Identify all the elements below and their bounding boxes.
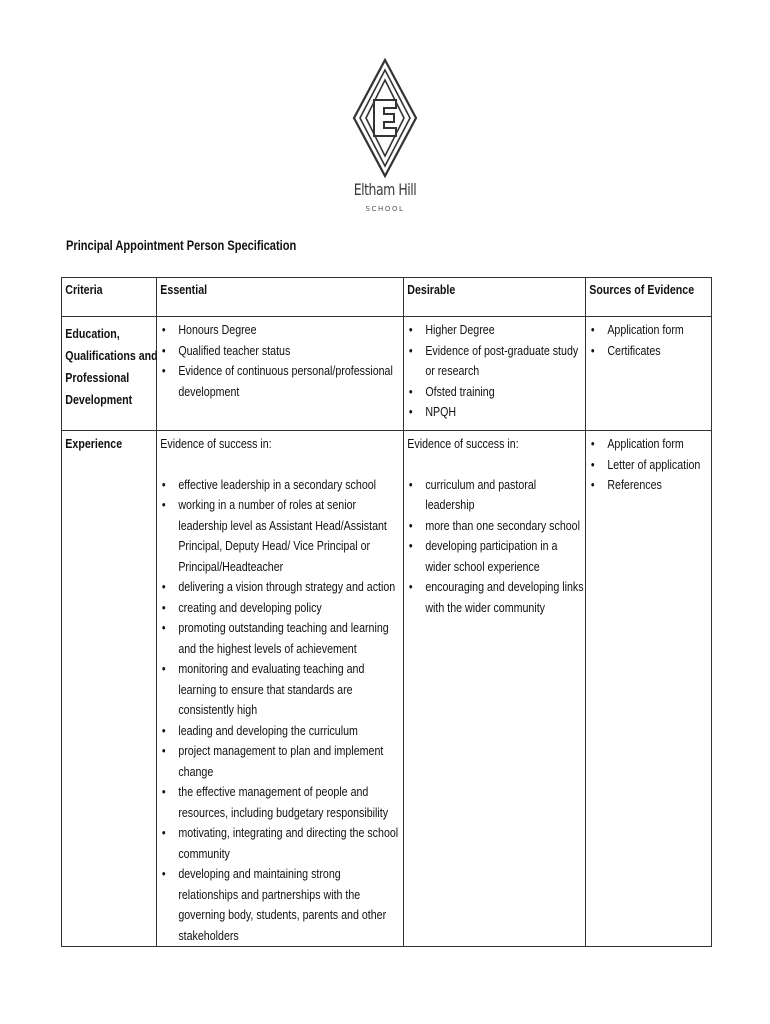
table-row <box>62 317 712 431</box>
header-desirable: Desirable <box>404 278 586 317</box>
list-item: • NPQH <box>407 402 585 423</box>
diamond-emblem-icon <box>352 58 418 178</box>
list-item: • motivating, integrating and directing the school community <box>160 823 402 864</box>
evidence-cell <box>586 431 712 947</box>
desirable-intro: Evidence of success in: <box>407 436 519 451</box>
essential-intro: Evidence of success in: <box>160 436 272 451</box>
list-item: • creating and developing policy <box>160 598 402 619</box>
list-item: • monitoring and evaluating teaching and learning to ensure that standards are consistently high <box>160 659 402 721</box>
list-item: • Letter of application <box>589 455 712 476</box>
criteria-cell: Experience <box>62 431 157 947</box>
list-item: • Evidence of post-graduate study or research <box>407 341 585 382</box>
list-item: • developing participation in a wider school experience <box>407 536 585 577</box>
desirable-cell <box>404 431 586 947</box>
table-header-row <box>62 278 712 317</box>
school-subtitle: SCHOOL <box>365 205 405 213</box>
list-item: • Evidence of continuous personal/professional development <box>160 361 402 402</box>
list-item: • curriculum and pastoral leadership <box>407 475 585 516</box>
list-item: • Higher Degree <box>407 320 585 341</box>
table-row <box>62 431 712 947</box>
header-criteria: Criteria <box>62 278 157 317</box>
list-item: • promoting outstanding teaching and learning and the highest levels of achievement <box>160 618 402 659</box>
list-item: • leading and developing the curriculum <box>160 721 402 742</box>
page-title: Principal Appointment Person Specification <box>66 238 297 253</box>
list-item: • project management to plan and implement change <box>160 741 402 782</box>
list-item: • Ofsted training <box>407 382 585 403</box>
list-item: • encouraging and developing links with the wider community <box>407 577 585 618</box>
list-item: • working in a number of roles at senior leadership level as Assistant Head/Assistant Principal, Deputy Head/ Vice Principal or Principal/Headteacher <box>160 495 402 577</box>
essential-cell <box>157 431 404 947</box>
list-item: • Honours Degree <box>160 320 402 341</box>
list-item: • Qualified teacher status <box>160 341 402 362</box>
list-item: • more than one secondary school <box>407 516 585 537</box>
list-item: • Application form <box>589 320 712 341</box>
school-logo <box>352 58 418 220</box>
desirable-cell <box>404 317 586 431</box>
evidence-cell <box>586 317 712 431</box>
list-item: • Application form <box>589 434 712 455</box>
list-item: • References <box>589 475 712 496</box>
list-item: • Certificates <box>589 341 712 362</box>
specification-table <box>61 277 712 947</box>
list-item: • delivering a vision through strategy and action <box>160 577 402 598</box>
list-item: • effective leadership in a secondary school <box>160 475 402 496</box>
header-essential: Essential <box>157 278 404 317</box>
essential-cell <box>157 317 404 431</box>
criteria-cell: Education, Qualifications and Professional Development <box>62 317 157 431</box>
list-item: • developing and maintaining strong relationships and partnerships with the governing body, students, parents and other stakeholders <box>160 864 402 946</box>
list-item: • the effective management of people and resources, including budgetary responsibility <box>160 782 402 823</box>
school-name: Eltham Hill <box>353 180 417 199</box>
header-evidence: Sources of Evidence <box>586 278 712 317</box>
